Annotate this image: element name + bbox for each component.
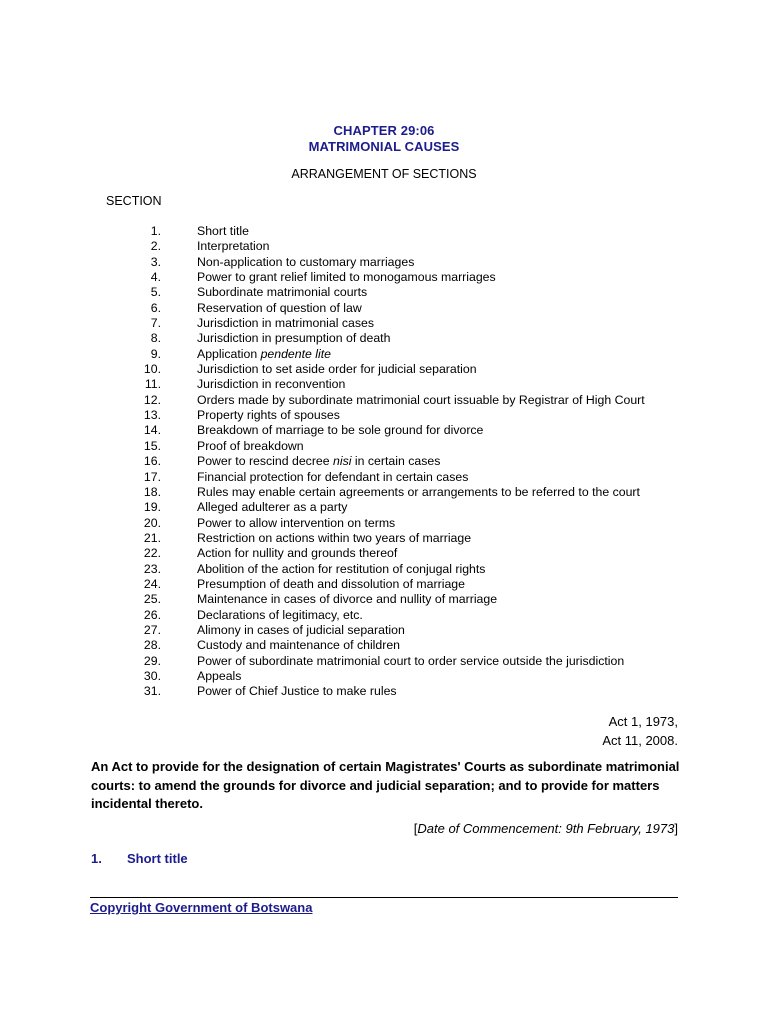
toc-item xyxy=(0,239,768,254)
toc-item-number: 8. xyxy=(150,331,161,346)
toc-item-number: 3. xyxy=(150,254,161,269)
table-of-contents xyxy=(0,224,768,700)
toc-item-number: 10. xyxy=(143,362,161,377)
toc-item xyxy=(0,316,768,331)
commencement-text: Date of Commencement: 9th February, 1973 xyxy=(417,821,675,836)
toc-item-title xyxy=(197,654,624,669)
toc-item-number: 29. xyxy=(143,653,161,668)
toc-item-text: Power to grant relief limited to monogamous marriages xyxy=(197,270,496,285)
toc-item-text: Short title xyxy=(197,224,249,238)
toc-item-title xyxy=(197,531,471,546)
toc-item-number: 13. xyxy=(143,408,161,423)
toc-item-title xyxy=(197,393,645,408)
toc-item xyxy=(0,562,768,577)
toc-item xyxy=(0,577,768,592)
toc-item-italic: nisi xyxy=(333,454,352,469)
toc-item xyxy=(0,347,768,362)
toc-item-number: 26. xyxy=(143,607,161,622)
toc-item-title xyxy=(197,684,397,699)
toc-item-text: Alimony in cases of judicial separation xyxy=(197,622,405,637)
toc-item xyxy=(0,285,768,300)
toc-item-number: 21. xyxy=(143,530,161,545)
toc-item xyxy=(0,393,768,408)
toc-item xyxy=(0,669,768,684)
toc-item-text: Jurisdiction in presumption of death xyxy=(197,331,391,346)
toc-item-text: Power of Chief Justice to make rules xyxy=(197,684,397,699)
section-title: Short title xyxy=(127,851,188,866)
toc-item-number: 1. xyxy=(150,224,161,238)
toc-item-number: 19. xyxy=(143,500,161,515)
toc-item-number: 17. xyxy=(143,469,161,484)
section-label: SECTION xyxy=(106,194,162,208)
toc-item-text: Alleged adulterer as a party xyxy=(197,500,348,515)
toc-item xyxy=(0,439,768,454)
toc-item xyxy=(0,408,768,423)
toc-item-title xyxy=(197,608,363,623)
toc-item-text: Breakdown of marriage to be sole ground for divorce xyxy=(197,423,484,438)
toc-item-number: 28. xyxy=(143,638,161,653)
preamble: An Act to provide for the designation of certain Magistrates' Courts as subordinate matrimonial courts: to amend the grounds for divorce and judicial separation; and to provide for matters incidental thereto. xyxy=(91,759,680,811)
toc-item-title xyxy=(197,316,374,331)
toc-item-title xyxy=(197,255,414,270)
toc-item-title xyxy=(197,577,465,592)
toc-item-text: Orders made by subordinate matrimonial court issuable by Registrar of High Court xyxy=(197,392,645,407)
toc-item-number: 11. xyxy=(144,377,161,392)
toc-item-title xyxy=(197,638,400,653)
section-number: 1. xyxy=(91,851,102,866)
toc-item-number: 12. xyxy=(143,392,161,407)
toc-item-title xyxy=(197,669,241,684)
toc-item-number: 9. xyxy=(150,346,161,361)
toc-item xyxy=(0,331,768,346)
toc-item-title xyxy=(197,362,477,377)
toc-item-title xyxy=(197,470,468,485)
act-references xyxy=(602,712,678,750)
toc-item-title xyxy=(197,347,331,362)
toc-item-title xyxy=(197,562,485,577)
toc-item-number: 7. xyxy=(150,316,161,331)
toc-item xyxy=(0,684,768,699)
toc-item-text: Power to rescind decree xyxy=(197,454,334,469)
toc-item xyxy=(0,500,768,515)
bracket-close: ] xyxy=(674,821,678,836)
toc-item-text: Maintenance in cases of divorce and nullity of marriage xyxy=(197,592,498,607)
toc-item-text: Power to allow intervention on terms xyxy=(197,515,396,530)
toc-item xyxy=(0,470,768,485)
toc-item-title xyxy=(197,301,362,316)
toc-item xyxy=(0,301,768,316)
toc-item-title xyxy=(197,500,347,515)
toc-item-text-after: in certain cases xyxy=(351,454,441,469)
toc-item-text: Presumption of death and dissolution of marriage xyxy=(197,576,465,591)
toc-item-text: Jurisdiction to set aside order for judicial separation xyxy=(197,362,477,377)
toc-item-text: Custody and maintenance of children xyxy=(197,638,401,653)
toc-item-title xyxy=(197,454,440,469)
bracket-open: [ xyxy=(413,821,418,836)
toc-item-number: 22. xyxy=(143,546,161,561)
toc-item-text: Subordinate matrimonial courts xyxy=(197,285,368,300)
toc-item xyxy=(0,423,768,438)
toc-item-title xyxy=(197,623,405,638)
toc-item-text: Jurisdiction in reconvention xyxy=(197,377,346,392)
toc-item xyxy=(0,654,768,669)
toc-item xyxy=(0,638,768,653)
toc-item-number: 18. xyxy=(143,484,161,499)
toc-item-text: Application xyxy=(197,346,261,361)
toc-item xyxy=(0,623,768,638)
toc-item-text: Interpretation xyxy=(197,239,270,254)
toc-item-number: 4. xyxy=(150,270,161,285)
chapter-title: MATRIMONIAL CAUSES xyxy=(308,139,460,154)
arrangement-heading: ARRANGEMENT OF SECTIONS xyxy=(291,167,477,181)
toc-item xyxy=(0,485,768,500)
toc-item xyxy=(0,270,768,285)
toc-item-title xyxy=(197,516,395,531)
toc-item-number: 2. xyxy=(150,239,161,254)
toc-item-text: Reservation of question of law xyxy=(197,300,362,315)
toc-item xyxy=(0,362,768,377)
toc-item-title xyxy=(197,224,249,239)
toc-item-text: Abolition of the action for restitution of conjugal rights xyxy=(197,561,486,576)
section-heading xyxy=(91,851,188,866)
toc-item-text: Proof of breakdown xyxy=(197,438,304,453)
toc-item-number: 16. xyxy=(143,454,161,469)
toc-item-number: 14. xyxy=(143,423,161,438)
toc-item xyxy=(0,255,768,270)
toc-item-text: Financial protection for defendant in certain cases xyxy=(197,469,469,484)
toc-item xyxy=(0,592,768,607)
toc-item-text: Non-application to customary marriages xyxy=(197,254,415,269)
toc-item xyxy=(0,516,768,531)
toc-item-number: 24. xyxy=(143,576,161,591)
toc-item-text: Jurisdiction in matrimonial cases xyxy=(197,316,375,331)
toc-item-text: Power of subordinate matrimonial court to order service outside the jurisdiction xyxy=(197,653,625,668)
toc-item-number: 25. xyxy=(143,592,161,607)
toc-item-title xyxy=(197,239,269,254)
toc-item-number: 6. xyxy=(150,300,161,315)
toc-item-title xyxy=(197,331,390,346)
toc-item-title xyxy=(197,546,397,561)
toc-item xyxy=(0,224,768,239)
toc-item-title xyxy=(197,377,345,392)
chapter-number: CHAPTER 29:06 xyxy=(333,123,435,138)
footer-divider xyxy=(90,897,678,898)
act-reference: Act 1, 1973, xyxy=(608,714,678,729)
toc-item xyxy=(0,377,768,392)
toc-item-italic: pendente lite xyxy=(260,346,332,361)
act-reference: Act 11, 2008. xyxy=(602,733,678,748)
toc-item-number: 15. xyxy=(143,438,161,453)
toc-item-title xyxy=(197,270,496,285)
toc-item xyxy=(0,531,768,546)
toc-item-text: Action for nullity and grounds thereof xyxy=(197,546,398,561)
toc-item-title xyxy=(197,439,304,454)
toc-item-number: 30. xyxy=(143,668,161,683)
toc-item-title xyxy=(197,285,367,300)
toc-item-text: Restriction on actions within two years of marriage xyxy=(197,530,472,545)
toc-item-title xyxy=(197,408,340,423)
copyright-link[interactable]: Copyright Government of Botswana xyxy=(90,900,313,915)
toc-item-title xyxy=(197,592,497,607)
toc-item-text: Property rights of spouses xyxy=(197,408,340,423)
toc-item-number: 31. xyxy=(143,684,161,699)
toc-item-number: 20. xyxy=(143,515,161,530)
toc-item xyxy=(0,608,768,623)
toc-item-text: Appeals xyxy=(197,668,242,683)
toc-item xyxy=(0,546,768,561)
toc-item-text: Declarations of legitimacy, etc. xyxy=(197,607,363,622)
toc-item-number: 23. xyxy=(143,561,161,576)
toc-item-number: 5. xyxy=(150,285,161,300)
toc-item-text: Rules may enable certain agreements or arrangements to be referred to the court xyxy=(197,484,640,499)
toc-item-title xyxy=(197,485,640,500)
toc-item-title xyxy=(197,423,483,438)
toc-item xyxy=(0,454,768,469)
commencement-date xyxy=(414,821,678,836)
toc-item-number: 27. xyxy=(143,622,161,637)
